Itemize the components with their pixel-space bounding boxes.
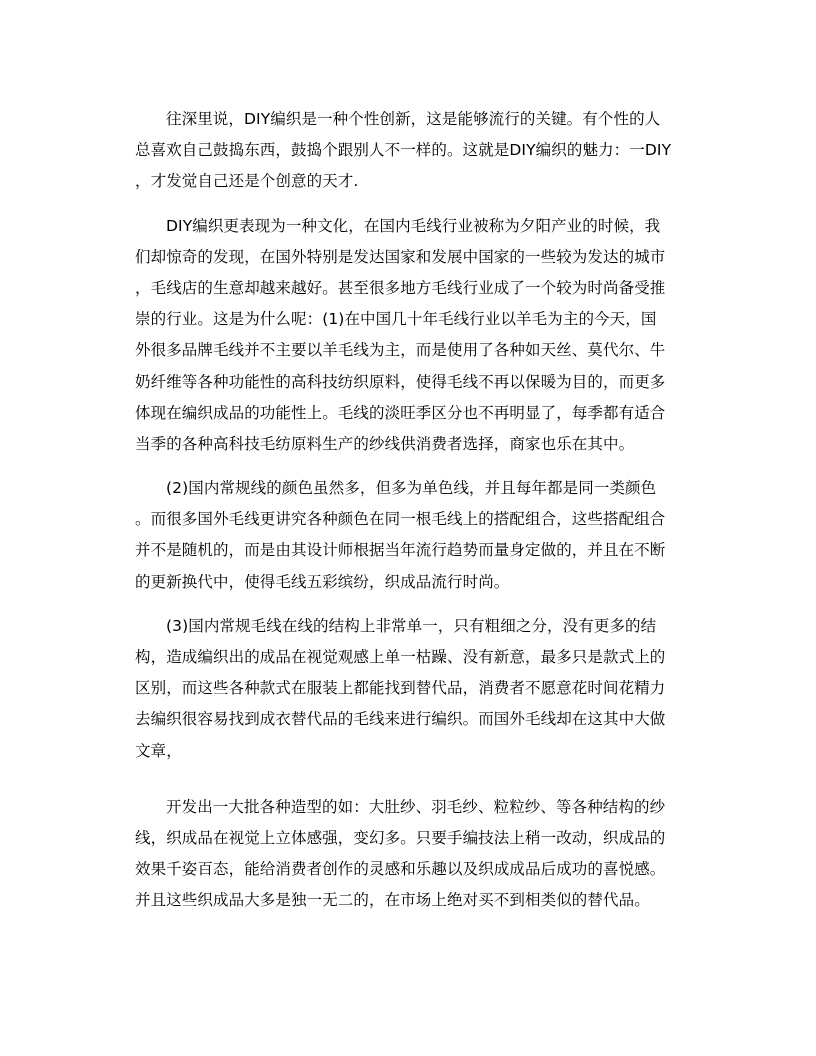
text-line: 开发出一大批各种造型的如：大肚纱、羽毛纱、粒粒纱、等各种结构的纱 — [166, 797, 666, 816]
text-line: 线，织成品在视觉上立体感强，变幻多。只要手编技法上稍一改动，织成品的 — [135, 828, 666, 847]
text-line: 效果千姿百态，能给消费者创作的灵感和乐趣以及织成成品后成功的喜悦感。 — [135, 860, 666, 879]
paragraph-diy-culture — [135, 211, 683, 461]
paragraph-novelty-yarns — [135, 792, 683, 917]
paragraph-point-3-structure — [135, 611, 683, 767]
text-line: 体现在编织成品的功能性上。毛线的淡旺季区分也不再明显了，每季都有适合 — [135, 403, 666, 422]
text-line: 文章， — [135, 741, 182, 760]
text-line: 的更新换代中，使得毛线五彩缤纷，织成品流行时尚。 — [135, 572, 510, 591]
text-line: ，才发觉自己还是个创意的天才. — [135, 172, 359, 191]
text-line: 总喜欢自己鼓捣东西，鼓捣个跟别人不一样的。这就是DIY编织的魅力：一DIY — [135, 141, 672, 160]
paragraph-point-2-colors — [135, 473, 683, 598]
text-line: 区别，而这些各种款式在服装上都能找到替代品，消费者不愿意花时间花精力 — [135, 679, 666, 698]
text-line: 构，造成编织出的成品在视觉观感上单一枯躁、没有新意，最多只是款式上的 — [135, 648, 666, 666]
paragraph-spacer — [135, 767, 683, 792]
text-line: 并且这些织成品大多是独一无二的，在市场上绝对买不到相类似的替代品。 — [135, 891, 650, 910]
text-line: 去编织很容易找到成衣替代品的毛线来进行编织。而国外毛线却在这其中大做 — [135, 710, 666, 729]
text-line: 崇的行业。这是为什么呢：(1)在中国几十年毛线行业以羊毛为主的今天，国 — [135, 310, 657, 329]
text-line: (2)国内常规线的颜色虽然多，但多为单色线，并且每年都是同一类颜色 — [166, 479, 657, 498]
paragraph-diy-personality — [135, 104, 683, 198]
paragraph-spacer — [135, 460, 683, 473]
text-line: (3)国内常规毛线在线的结构上非常单一，只有粗细之分，没有更多的结 — [166, 616, 657, 635]
text-line: 往深里说，DIY编织是一种个性创新，这是能够流行的关键。有个性的人 — [166, 110, 661, 128]
text-line: DIY编织更表现为一种文化，在国内毛线行业被称为夕阳产业的时候，我 — [166, 216, 661, 235]
text-line: 。而很多国外毛线更讲究各种颜色在同一根毛线上的搭配组合，这些搭配组合 — [135, 510, 666, 529]
text-line: 当季的各种高科技毛纺原料生产的纱线供消费者选择，商家也乐在其中。 — [135, 434, 635, 453]
text-line: 们却惊奇的发现，在国外特别是发达国家和发展中国家的一些较为发达的城市 — [135, 247, 666, 266]
paragraph-spacer — [135, 198, 683, 211]
text-line: ，毛线店的生意却越来越好。甚至很多地方毛线行业成了一个较为时尚备受推 — [135, 278, 666, 297]
document-page — [135, 104, 683, 917]
paragraph-spacer — [135, 598, 683, 611]
text-line: 奶纤维等各种功能性的高科技纺织原料，使得毛线不再以保暖为目的，而更多 — [135, 372, 666, 391]
text-line: 并不是随机的，而是由其设计师根据当年流行趋势而量身定做的，并且在不断 — [135, 541, 666, 560]
text-line: 外很多品牌毛线并不主要以羊毛线为主，而是使用了各种如天丝、莫代尔、牛 — [135, 341, 666, 360]
